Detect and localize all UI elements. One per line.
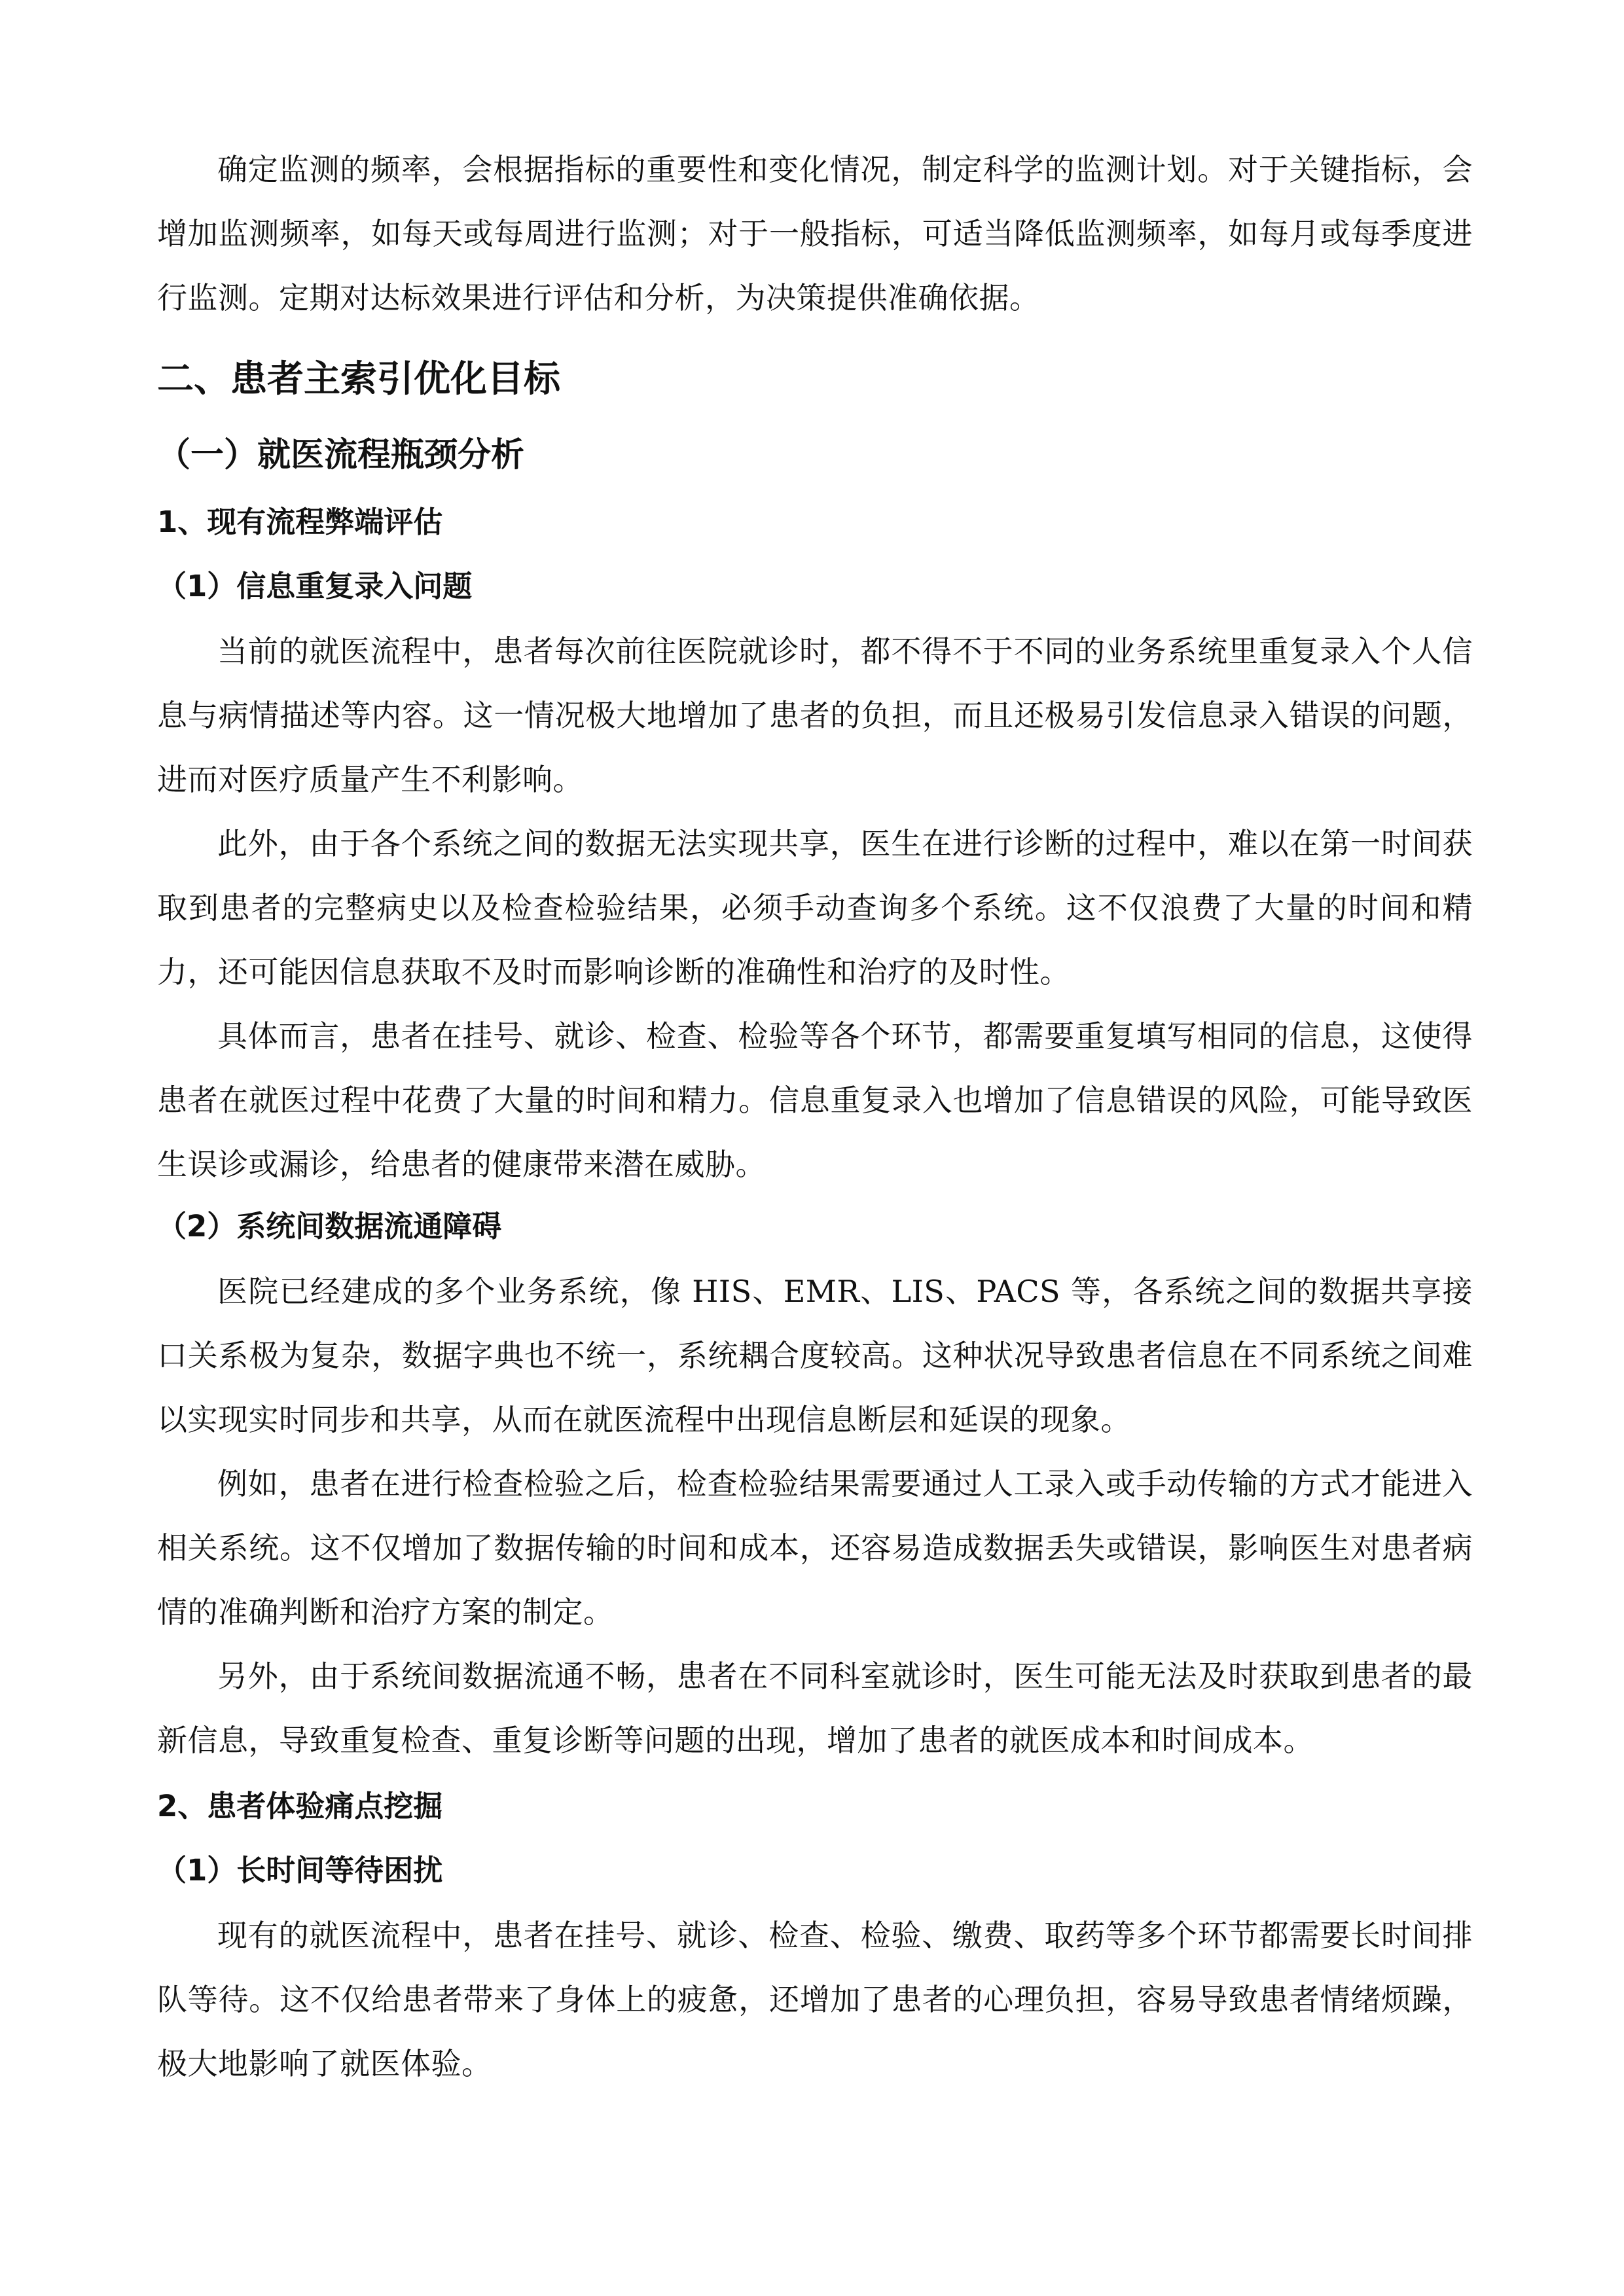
item-heading: 1、现有流程弊端评估	[157, 505, 443, 539]
part-heading: （1）信息重复录入问题	[157, 569, 473, 603]
paragraph: 具体而言，患者在挂号、就诊、检查、检验等各个环节，都需要重复填写相同的信息，这使得患者在就医过程中花费了大量的时间和精力。信息重复录入也增加了信息错误的风险，可能导致医生误诊或漏诊，给患者的健康带来潜在威胁。	[157, 1018, 1473, 1182]
paragraph: 医院已经建成的多个业务系统，像 HIS、EMR、LIS、PACS 等，各系统之间的数据共享接口关系极为复杂，数据字典也不统一，系统耦合度较高。这种状况导致患者信息在不同系统之间难以实现实时同步和共享，从而在就医流程中出现信息断层和延误的现象。	[157, 1274, 1473, 1437]
paragraph: 另外，由于系统间数据流通不畅，患者在不同科室就诊时，医生可能无法及时获取到患者的最新信息，导致重复检查、重复诊断等问题的出现，增加了患者的就医成本和时间成本。	[157, 1659, 1473, 1758]
section-heading: 二、患者主索引优化目标	[157, 358, 560, 401]
document-page	[157, 137, 1473, 2096]
part-heading: （1）长时间等待困扰	[157, 1853, 443, 1888]
paragraph: 例如，患者在进行检查检验之后，检查检验结果需要通过人工录入或手动传输的方式才能进入相关系统。这不仅增加了数据传输的时间和成本，还容易造成数据丢失或错误，影响医生对患者病情的准确判断和治疗方案的制定。	[157, 1466, 1473, 1630]
paragraph: 确定监测的频率，会根据指标的重要性和变化情况，制定科学的监测计划。对于关键指标，会增加监测频率，如每天或每周进行监测；对于一般指标，可适当降低监测频率，如每月或每季度进行监测。定期对达标效果进行评估和分析，为决策提供准确依据。	[157, 152, 1473, 315]
part-heading: （2）系统间数据流通障碍	[157, 1209, 502, 1244]
subsection-heading: （一）就医流程瓶颈分析	[157, 436, 525, 475]
paragraph: 此外，由于各个系统之间的数据无法实现共享，医生在进行诊断的过程中，难以在第一时间获取到患者的完整病史以及检查检验结果，必须手动查询多个系统。这不仅浪费了大量的时间和精力，还可能因信息获取不及时而影响诊断的准确性和治疗的及时性。	[157, 826, 1473, 990]
paragraph: 现有的就医流程中，患者在挂号、就诊、检查、检验、缴费、取药等多个环节都需要长时间排队等待。这不仅给患者带来了身体上的疲惫，还增加了患者的心理负担，容易导致患者情绪烦躁，极大地影响了就医体验。	[157, 1918, 1473, 2081]
item-heading: 2、患者体验痛点挖掘	[157, 1789, 443, 1823]
paragraph: 当前的就医流程中，患者每次前往医院就诊时，都不得不于不同的业务系统里重复录入个人信息与病情描述等内容。这一情况极大地增加了患者的负担，而且还极易引发信息录入错误的问题，进而对医疗质量产生不利影响。	[157, 634, 1473, 797]
